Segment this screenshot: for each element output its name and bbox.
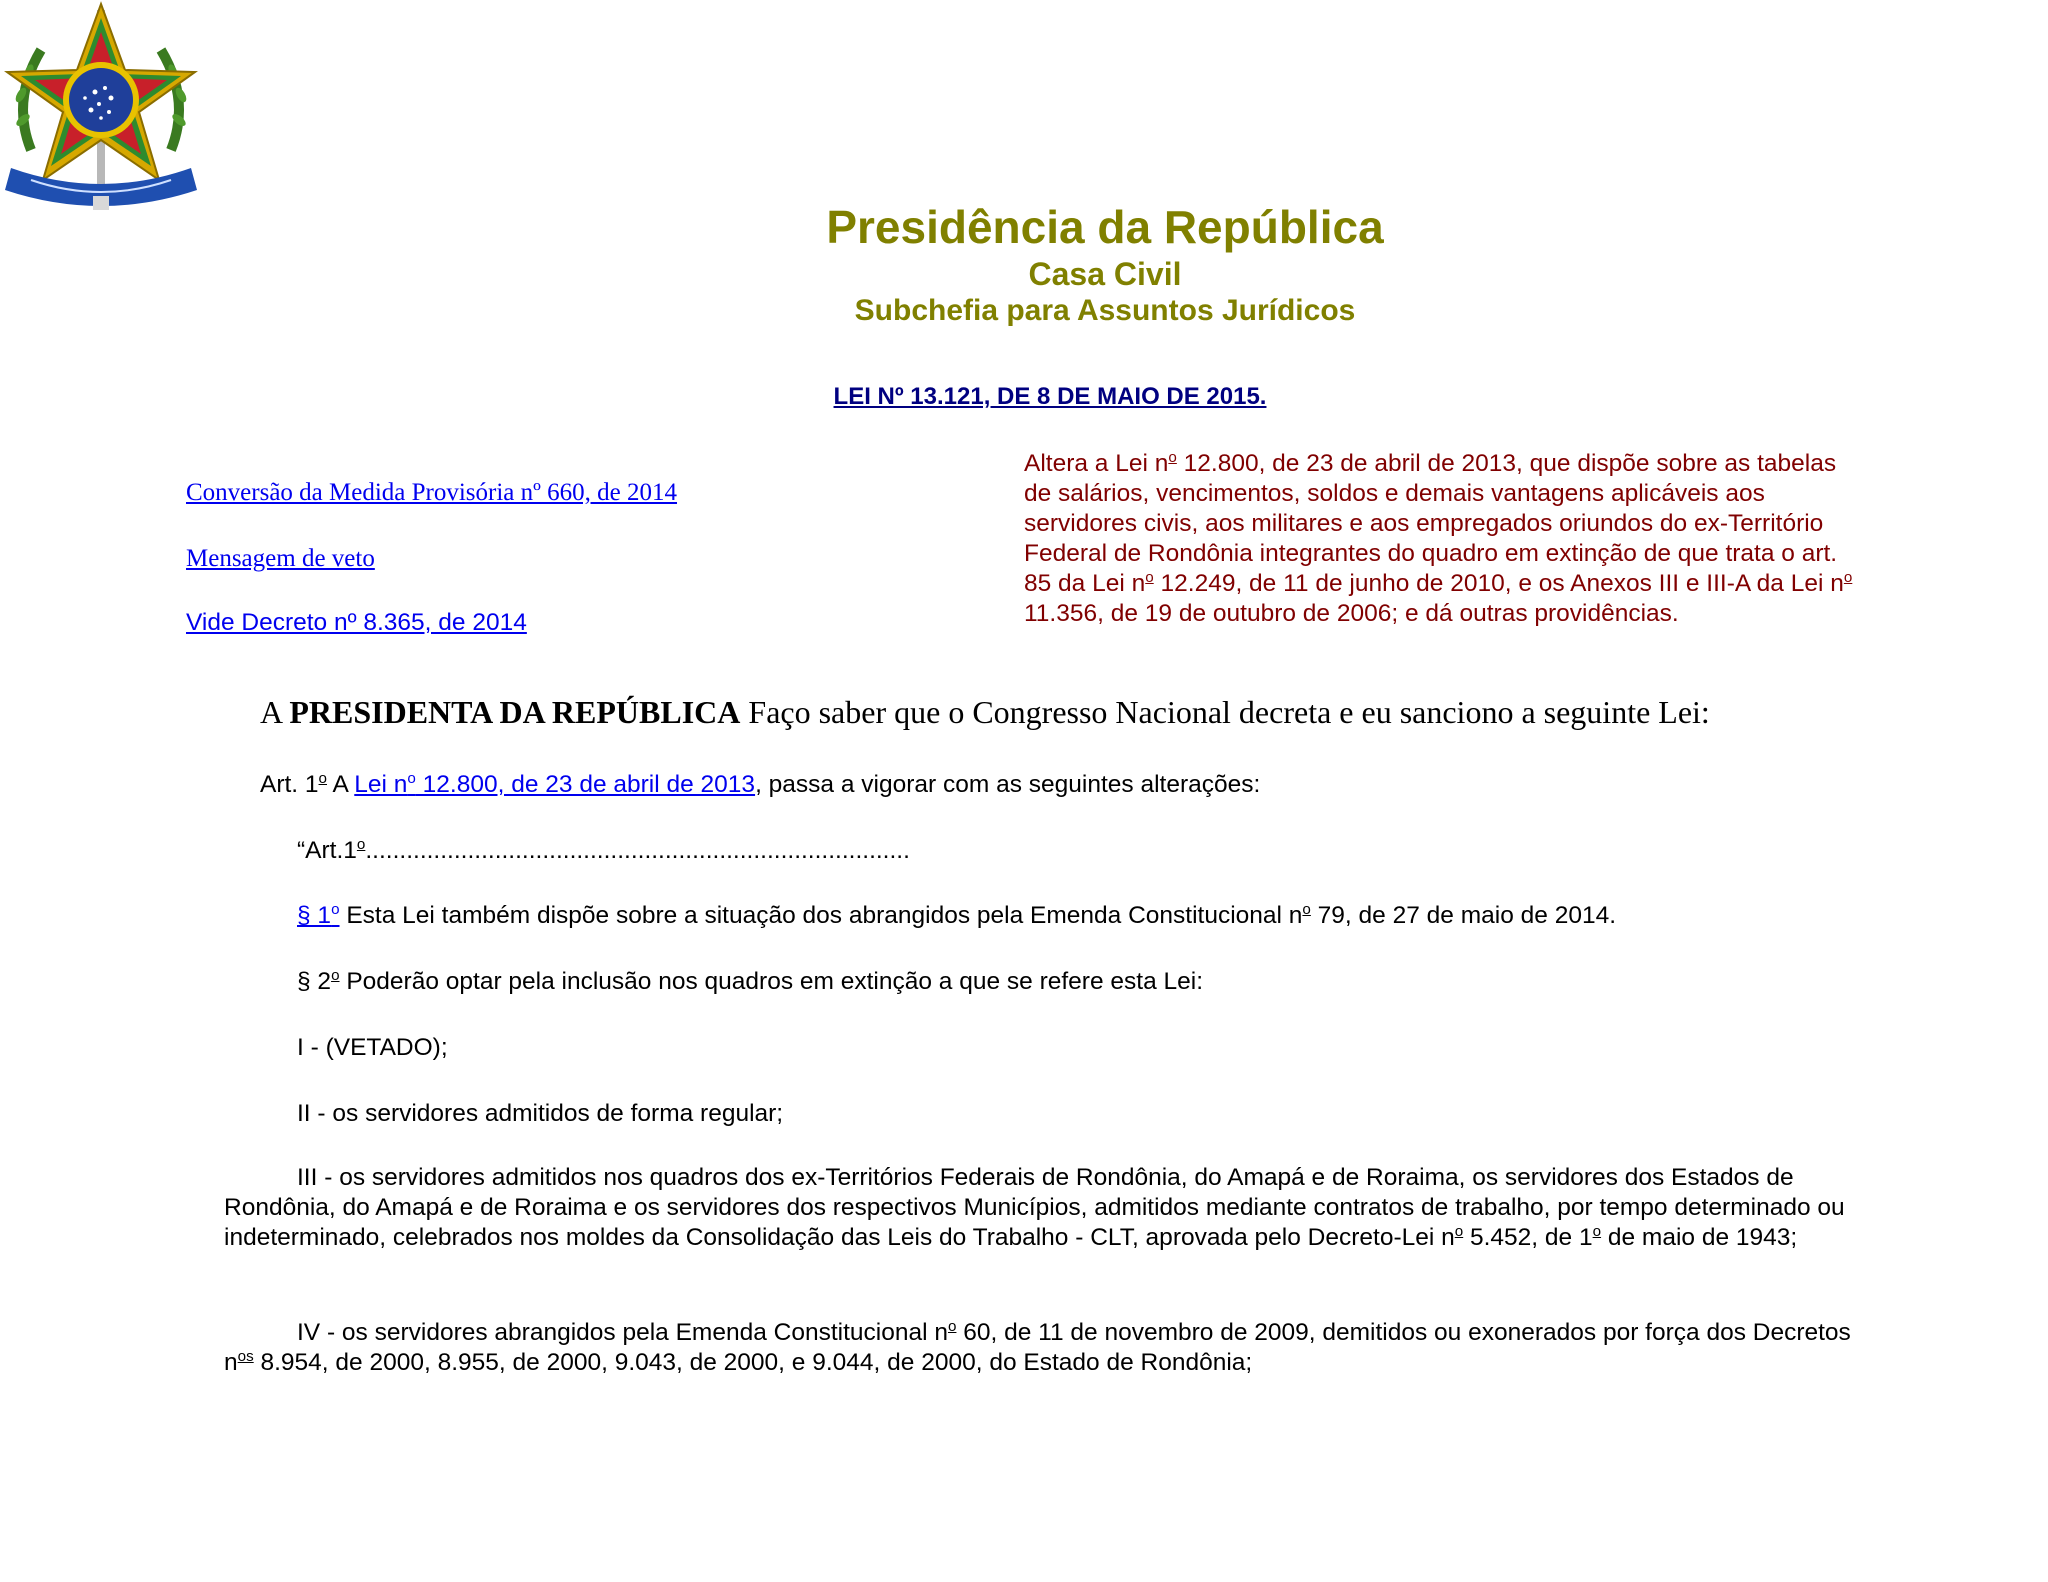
summary-text: 11.356, de 19 de outubro de 2006; e dá outras providências. xyxy=(1024,600,1679,627)
item-4 xyxy=(224,1318,1864,1378)
paragraph-text: Esta Lei também dispõe sobre a situação dos abrangidos pela Emenda Constitucional n xyxy=(339,902,1303,929)
item-ordinal: o xyxy=(947,1317,957,1335)
item-text: III - os servidores admitidos nos quadros dos ex-Territórios Federais de Rondônia, do Amapá e de Roraima, os servidores dos Estados de Rondônia, do Amapá e de Roraima e os servidores dos respectivos Municípios, admitidos mediante contratos de trabalho, por tempo determinado ou indeterminado, celebrados nos moldes da Consolidação das Leis do Trabalho - CLT, aprovada pelo Decreto-Lei n xyxy=(224,1164,1845,1251)
summary-text: Altera a Lei n xyxy=(1024,450,1169,477)
summary-ordinal: o xyxy=(1843,568,1853,586)
preamble-authority: PRESIDENTA DA REPÚBLICA xyxy=(289,694,741,730)
item-text: IV - os servidores abrangidos pela Emenda Constitucional n xyxy=(297,1319,948,1346)
paragraph-ordinal: o xyxy=(1302,900,1311,918)
summary-text: 12.800, de 23 de abril de 2013, que dispõe sobre as tabelas de salários, vencimentos, soldos e demais vantagens aplicáveis aos servidores civis, aos militares e aos empregados oriundos do ex-Território Federal de Rondônia integrantes do quadro em extinção de que trata o art. 85 da Lei n xyxy=(1024,450,1838,597)
item-ordinal: os xyxy=(237,1347,254,1365)
preamble-text: A xyxy=(260,694,290,730)
article-1 xyxy=(260,770,1260,800)
summary-text: 12.249, de 11 de junho de 2010, e os Anexos III e III-A da Lei n xyxy=(1153,570,1844,597)
item-1: I - (VETADO); xyxy=(297,1034,448,1061)
quote-label: “Art.1 xyxy=(297,837,357,864)
item-ordinal: o xyxy=(1592,1222,1602,1240)
quote-dots: ................................................................................ xyxy=(365,837,910,864)
page-subdivision: Subchefia para Assuntos Jurídicos xyxy=(854,294,1356,327)
article-label: Art. 1 xyxy=(260,771,319,798)
article-ordinal: o xyxy=(318,769,327,787)
conversion-link[interactable]: Conversão da Medida Provisória nº 660, de 2014 xyxy=(186,479,678,506)
item-3 xyxy=(224,1163,1864,1253)
page-subtitle: Casa Civil xyxy=(1028,256,1182,292)
paragraph-text: 79, de 27 de maio de 2014. xyxy=(1310,902,1617,929)
article-text: , passa a vigorar com as seguintes alterações: xyxy=(755,771,1261,798)
item-text: 5.452, de 1 xyxy=(1463,1224,1593,1251)
item-text: 60, de 11 de novembro de 2009, demitidos ou exonerados por força dos Decretos n xyxy=(224,1319,1851,1376)
paragraph-1 xyxy=(297,901,1616,931)
paragraph-ordinal: o xyxy=(331,966,340,984)
page-title: Presidência da República xyxy=(826,201,1384,253)
article-text: A xyxy=(327,771,355,798)
law-summary xyxy=(1024,449,1864,629)
item-text: 8.954, de 2000, 8.955, de 2000, 9.043, de 2000, e 9.044, de 2000, do Estado de Rondônia; xyxy=(253,1349,1253,1376)
paragraph-label: § 2 xyxy=(297,968,332,995)
paragraph-text: Poderão optar pela inclusão nos quadros em extinção a que se refere esta Lei: xyxy=(339,968,1204,995)
law-12800-link[interactable]: Lei n$^o$ 12.800, de 23 de abril de 2013 xyxy=(354,769,756,798)
article-1-quote xyxy=(297,836,910,866)
quote-ordinal: o xyxy=(356,835,366,853)
decree-link[interactable]: Vide Decreto nº 8.365, de 2014 xyxy=(186,609,527,636)
item-2: II - os servidores admitidos de forma regular; xyxy=(297,1100,784,1127)
paragraph-1-link[interactable]: § 1$^o$ xyxy=(297,900,340,929)
preamble-text: Faço saber que o Congresso Nacional decreta e eu sanciono a seguinte Lei: xyxy=(740,694,1710,730)
law-title-container xyxy=(700,383,1400,411)
item-text: de maio de 1943; xyxy=(1601,1224,1798,1251)
law-title-link[interactable]: LEI Nº 13.121, DE 8 DE MAIO DE 2015. xyxy=(833,383,1267,410)
veto-message-link[interactable]: Mensagem de veto xyxy=(186,545,375,572)
item-ordinal: o xyxy=(1454,1222,1464,1240)
summary-ordinal: o xyxy=(1145,568,1154,586)
brazil-coat-of-arms-icon xyxy=(0,0,202,214)
paragraph-2 xyxy=(297,967,1203,997)
preamble xyxy=(260,694,1710,731)
summary-ordinal: o xyxy=(1168,448,1177,466)
